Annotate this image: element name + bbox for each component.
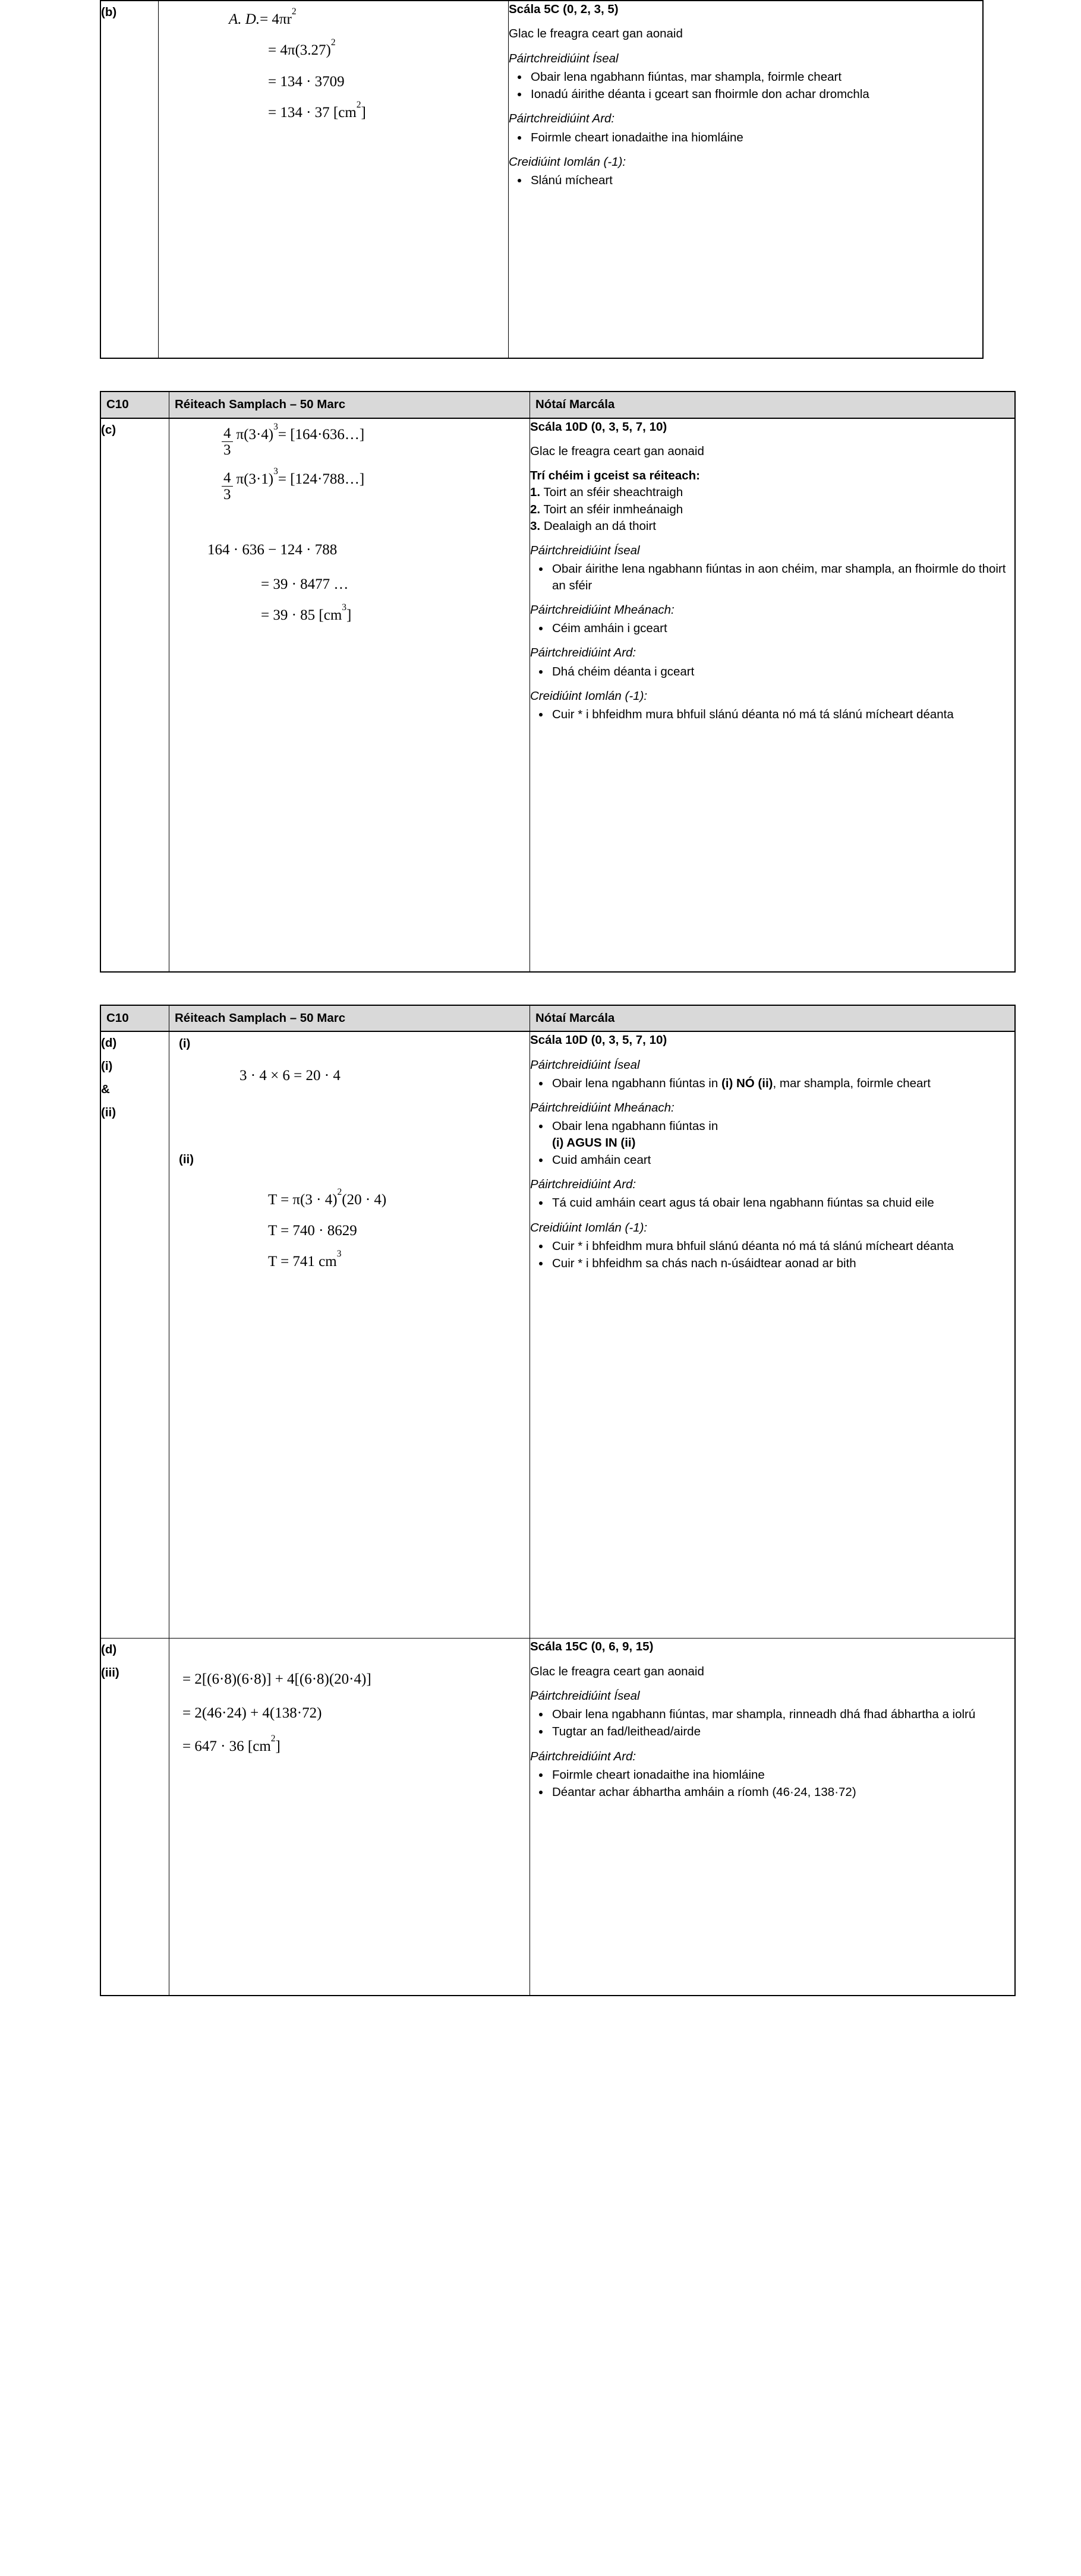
table-row: [100, 1031, 1015, 1639]
step-text: Toirt an sféir inmheánaigh: [543, 502, 683, 516]
equation-line: [268, 37, 508, 59]
section-label-line: (i): [101, 1059, 113, 1074]
equation-exponent: 3: [336, 1249, 342, 1259]
equation-exponent: 3: [342, 602, 347, 613]
credit-heading-high: Páirtchreidiúint Ard:: [530, 646, 636, 660]
list-item: • Déantar achar ábhartha amháin a ríomh (46·24, 138·72): [550, 1784, 1014, 1800]
credit-heading-low: Páirtchreidiúint Íseal: [530, 544, 640, 558]
equation-line: [182, 1672, 530, 1687]
section-c-block: [100, 391, 1016, 973]
accept-note: Glac le freagra ceart gan aonaid: [530, 444, 704, 458]
equation-tail: ]: [346, 607, 352, 624]
scale-heading: Scála 10D (0, 3, 5, 7, 10): [530, 1033, 667, 1047]
list-item: • Céim amháin i gceart: [550, 620, 1014, 636]
block-gap: [100, 973, 981, 1005]
item-bold: (i) NÓ (ii): [721, 1076, 773, 1090]
list-item: • Tugtar an fad/leithead/airde: [550, 1723, 1014, 1740]
equation-exponent: 3: [273, 466, 278, 476]
list-item: • Cuir * i bhfeidhm sa chás nach n-úsáidtear aonad ar bith: [550, 1255, 1014, 1271]
equation-rhs: = 134 · 3709: [268, 73, 345, 90]
equation-line: [268, 1186, 530, 1208]
scale-heading: Scála 5C (0, 2, 3, 5): [509, 2, 619, 16]
credit-list-mid: [530, 620, 1014, 636]
equation-tail: = [124·788…]: [278, 471, 365, 487]
equation-line: [222, 421, 530, 459]
equation-exponent: 2: [356, 99, 361, 110]
fraction-numerator: 4: [223, 469, 231, 486]
list-item: • Foirmle cheart ionadaithe ina hiomláine: [550, 1767, 1014, 1783]
equation-tail: = [164·636…]: [278, 426, 365, 443]
section-label-line: (b): [101, 5, 117, 19]
equation-exponent: 2: [291, 7, 297, 17]
block-gap: [100, 359, 981, 391]
credit-heading-mid: Páirtchreidiúint Mheánach:: [530, 602, 675, 617]
accept-note: Glac le freagra ceart gan aonaid: [530, 1664, 704, 1678]
equation-line: [261, 602, 530, 624]
worked-solution-cell: [169, 418, 530, 972]
equation-line: [261, 577, 530, 592]
credit-heading-low: Páirtchreidiúint Íseal: [509, 51, 619, 65]
section-label: [100, 418, 169, 972]
equation-rhs: = 647 · 36 [cm: [182, 1738, 271, 1754]
equation-rhs: = 2(46·24) + 4(138·72): [182, 1704, 322, 1721]
credit-list-low: [530, 1075, 1014, 1091]
step-number: 2.: [530, 502, 541, 516]
credit-list-full: [509, 172, 982, 188]
credit-list-low: [509, 69, 982, 103]
equation-rhs: = 4π(3.27): [268, 42, 331, 59]
scale-heading: Scála 10D (0, 3, 5, 7, 10): [530, 419, 667, 434]
credit-list-high: [530, 1195, 1014, 1211]
worked-solution-cell: [159, 1, 509, 358]
section-b-block: [100, 0, 984, 359]
list-item: [550, 1152, 1014, 1168]
credit-heading-full: Creidiúint Iomlán (-1):: [509, 154, 626, 169]
equation-exponent: 2: [337, 1186, 342, 1197]
header-solution: Réiteach Samplach – 50 Marc: [169, 1005, 530, 1032]
list-item: [530, 484, 1014, 500]
item-pre: Cuid amháin ceart: [552, 1153, 651, 1167]
fraction: [222, 471, 233, 502]
credit-heading-low: Páirtchreidiúint Íseal: [530, 1688, 640, 1703]
equation-rhs: = 2[(6·8)(6·8)] + 4[(6·8)(20·4)]: [182, 1671, 371, 1688]
credit-list-high: [509, 130, 982, 146]
section-label: [100, 1639, 169, 1996]
credit-list-full: [530, 706, 1014, 722]
equation-lhs: A. D.: [229, 11, 260, 27]
list-item: • Dhá chéim déanta i gceart: [550, 664, 1014, 680]
list-item: • Foirmle cheart ionadaithe ina hiomláine: [529, 130, 982, 146]
section-label-line: (d): [101, 1643, 117, 1657]
scale-heading: Scála 15C (0, 6, 9, 15): [530, 1640, 654, 1654]
equation-line: [222, 466, 530, 503]
table-row: [100, 418, 1015, 972]
marking-notes-cell: [530, 1639, 1016, 1996]
list-item: • Cuir * i bhfeidhm mura bhfuil slánú déanta nó má tá slánú mícheart déanta: [550, 1238, 1014, 1254]
list-item: • Cuir * i bhfeidhm mura bhfuil slánú déanta nó má tá slánú mícheart déanta: [550, 706, 1014, 722]
section-label: [100, 1, 159, 358]
list-item: • Slánú mícheart: [529, 172, 982, 188]
equation-tail: ]: [275, 1738, 281, 1754]
credit-heading-mid: Páirtchreidiúint Mheánach:: [530, 1101, 675, 1115]
equation-line: [182, 1706, 530, 1721]
credit-list-mid: [530, 1118, 1014, 1168]
table-row: [100, 1, 983, 358]
section-label-line: (iii): [101, 1666, 119, 1680]
equation-rhs: = 134 · 37 [cm: [268, 104, 357, 121]
item-post: , mar shampla, foirmle cheart: [773, 1076, 931, 1090]
step-number: 3.: [530, 519, 541, 533]
equation-tail: ]: [361, 104, 366, 121]
equation-rhs: 3 · 4 × 6 = 20 · 4: [239, 1067, 341, 1084]
list-item: • Obair áirithe lena ngabhann fiúntas in aon chéim, mar shampla, an fhoirmle do thoirt an sféir: [550, 561, 1014, 594]
equation-rhs: = 39 · 85 [cm: [261, 607, 342, 624]
section-label-line: (c): [101, 422, 116, 437]
equation-line: [268, 99, 508, 121]
fraction-numerator: 4: [223, 425, 231, 441]
section-d-block: [100, 1005, 1016, 1997]
credit-heading-low: Páirtchreidiúint Íseal: [530, 1057, 640, 1072]
accept-note: Glac le freagra ceart gan aonaid: [509, 27, 683, 41]
list-item: [550, 1118, 1014, 1151]
steps-list: [530, 484, 1014, 534]
section-label-line: (ii): [101, 1106, 116, 1120]
credit-heading-full: Creidiúint Iomlán (-1):: [530, 1220, 648, 1235]
credit-heading-full: Creidiúint Iomlán (-1):: [530, 689, 648, 703]
equation-rhs: = 4πr: [260, 11, 292, 27]
list-item: [530, 518, 1014, 534]
step-text: Toirt an sféir sheachtraigh: [543, 485, 683, 500]
equation-exponent: 2: [330, 37, 336, 48]
list-item: [550, 1075, 1014, 1091]
fraction-denominator: 3: [222, 441, 233, 457]
fraction: [222, 426, 233, 457]
marking-notes-cell: [530, 1031, 1016, 1639]
equation-expr: π(3·1): [236, 471, 274, 487]
equation-line: [239, 1068, 530, 1084]
equation-rhs: = 39 · 8477 …: [261, 576, 349, 592]
equation-rhs: T = 740 · 8629: [268, 1222, 357, 1239]
steps-heading: Trí chéim i gceist sa réiteach:: [530, 469, 700, 483]
equation-rhs: T = 741 cm: [268, 1254, 337, 1270]
equation-line: [182, 1733, 530, 1754]
subpart-tag-i: (i): [179, 1037, 191, 1051]
credit-list-low: [530, 561, 1014, 594]
equation-line: [268, 1249, 530, 1270]
fraction-denominator: 3: [222, 486, 233, 502]
header-solution: Réiteach Samplach – 50 Marc: [169, 392, 530, 418]
table-header-row: [100, 392, 1015, 418]
credit-list-high: [530, 1767, 1014, 1801]
header-code: C10: [100, 1005, 169, 1032]
table-row: [100, 1639, 1015, 1996]
credit-heading-high: Páirtchreidiúint Ard:: [509, 112, 615, 126]
equation-exponent: 3: [273, 421, 278, 432]
header-code: C10: [100, 392, 169, 418]
credit-list-high: [530, 664, 1014, 680]
worked-solution-cell: [169, 1639, 530, 1996]
section-label-line: (d): [101, 1036, 117, 1050]
section-label-line: &: [101, 1082, 110, 1097]
worked-solution-cell: [169, 1031, 530, 1639]
header-notes: Nótaí Marcála: [530, 392, 1016, 418]
list-item: • Tá cuid amháin ceart agus tá obair lena ngabhann fiúntas sa chuid eile: [550, 1195, 1014, 1211]
section-label: [100, 1031, 169, 1639]
step-number: 1.: [530, 485, 541, 500]
step-text: Dealaigh an dá thoirt: [543, 519, 656, 533]
list-item: [530, 501, 1014, 517]
item-pre: Obair lena ngabhann fiúntas in: [552, 1076, 721, 1090]
item-pre: Obair lena ngabhann fiúntas in: [552, 1119, 718, 1134]
equation-line: [268, 74, 508, 90]
equation-tail: (20 · 4): [342, 1191, 387, 1208]
item-bold: (i) AGUS IN (ii): [552, 1135, 636, 1150]
list-item: • Obair lena ngabhann fiúntas, mar shampla, rinneadh dhá fhad ábhartha a iolrú: [550, 1706, 1014, 1722]
subpart-tag-ii: (ii): [179, 1153, 194, 1167]
equation-line: [268, 1223, 530, 1239]
credit-list-full: [530, 1238, 1014, 1272]
marking-notes-cell: [509, 1, 984, 358]
equation-expr: π(3·4): [236, 426, 274, 443]
equation-line: [207, 542, 530, 558]
equation-exponent: 2: [270, 1733, 276, 1744]
list-item: • Obair lena ngabhann fiúntas, mar shampla, foirmle cheart: [529, 69, 982, 85]
equation-rhs: 164 · 636 − 124 · 788: [207, 541, 338, 558]
credit-heading-high: Páirtchreidiúint Ard:: [530, 1749, 636, 1763]
header-notes: Nótaí Marcála: [530, 1005, 1016, 1032]
equation-rhs: T = π(3 · 4): [268, 1191, 338, 1208]
list-item: • Ionadú áirithe déanta i gceart san fhoirmle don achar dromchla: [529, 86, 982, 102]
equation-line: [229, 7, 508, 27]
marking-notes-cell: [530, 418, 1016, 972]
credit-heading-high: Páirtchreidiúint Ard:: [530, 1177, 636, 1191]
credit-list-low: [530, 1706, 1014, 1740]
table-header-row: [100, 1005, 1015, 1032]
